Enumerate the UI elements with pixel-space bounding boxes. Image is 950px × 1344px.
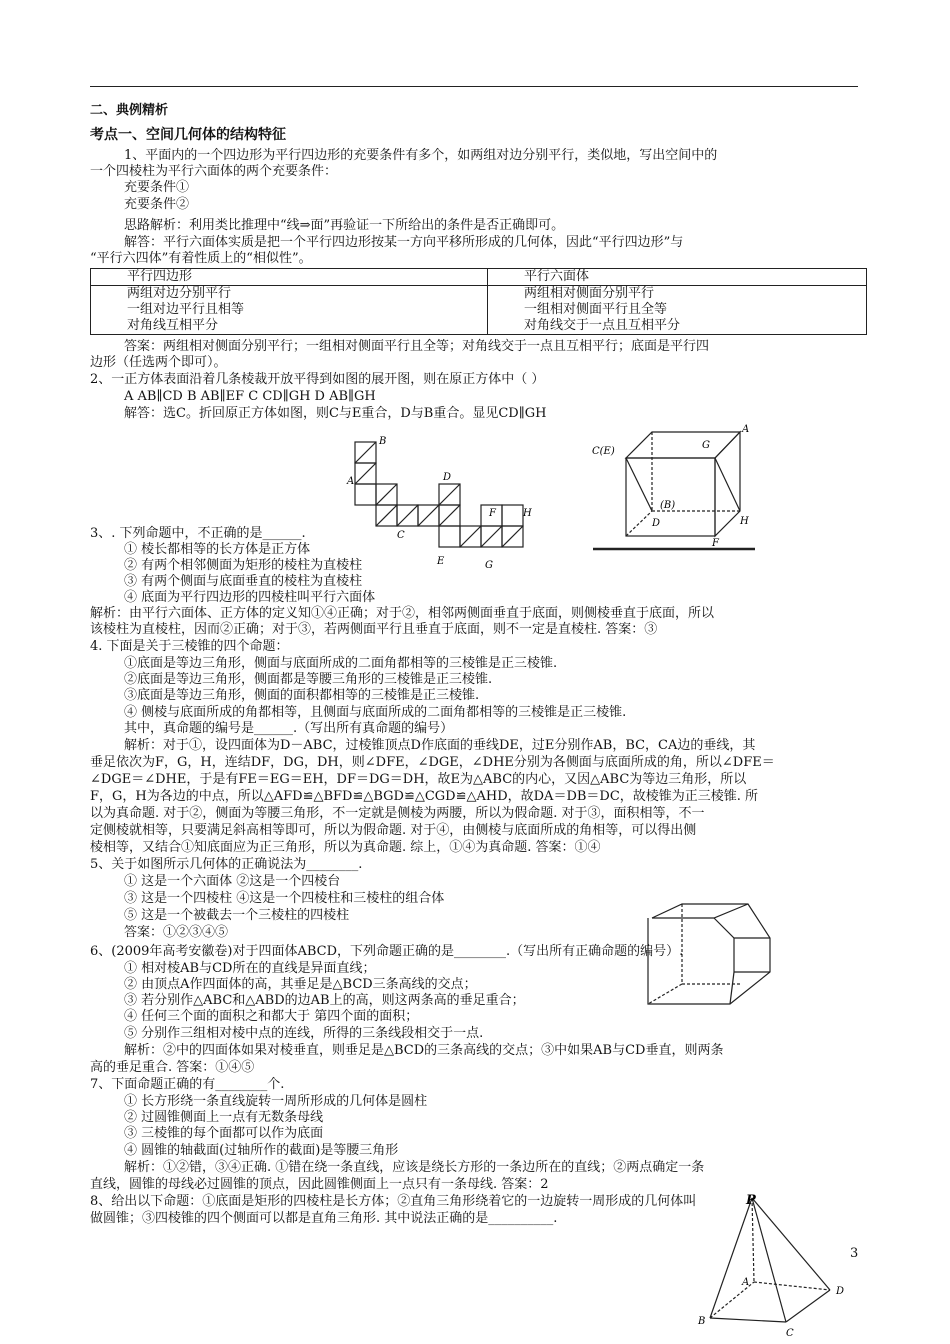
table-row: 两组对边分别平行	[127, 286, 232, 301]
q4-option-1: ①底面是等边三角形，侧面与底面所成的二面角都相等的三棱锥是正三棱锥.	[124, 656, 558, 671]
q1-answer-2: 边形（任选两个即可）。	[90, 355, 227, 370]
pyramid-label-a: A	[742, 1277, 750, 1288]
cube-net-figure	[345, 432, 545, 572]
table-cell-right	[488, 286, 867, 335]
q7-option-3: ③ 三棱锥的每个面都可以作为底面	[124, 1126, 324, 1141]
cube-label-h: H	[740, 516, 749, 527]
q3-analysis-1: 解析：由平行六面体、正方体的定义知①④正确；对于②，相邻两侧面垂直于底面，则侧棱垂直于底面，所以	[90, 606, 715, 621]
net-label-a: A	[347, 476, 355, 487]
q6-line-1: 6、(2009年高考安徽卷)对于四面体ABCD，下列命题正确的是________.（写出所有正确命题的编号）.	[90, 944, 684, 959]
q3-option-4: ④ 底面为平行四边形的四棱柱叫平行六面体	[124, 590, 376, 605]
q4-analysis-5: 以为真命题. 对于②，侧面为等腰三角形，不一定就是侧棱为两腰，所以为假命题. 对于③，面积相等，不一	[90, 806, 705, 821]
table-row: 对角线交于一点且互相平分	[524, 318, 681, 333]
q1-answer-1: 答案：两组相对侧面分别平行；一组相对侧面平行且全等；对角线交于一点且互相平行；底面是平行四	[124, 339, 710, 354]
q8-line-1: 8、给出以下命题：①底面是矩形的四棱柱是长方体；②直角三角形绕着它的一边旋转一周形成的几何体叫	[90, 1194, 697, 1209]
q4-prompt: 其中，真命题的编号是______.（写出所有真命题的编号）	[124, 721, 454, 736]
pyramid-label-b: B	[698, 1316, 706, 1327]
q6-option-5: ⑤ 分别作三组相对棱中点的连线，所得的三条线段相交于一点.	[124, 1026, 484, 1041]
q3-line-1: 3、. 下列命题中，不正确的是______.	[90, 526, 306, 541]
q7-analysis-1: 解析：①②错，③④正确. ①错在绕一条直线，应该是绕长方形的一条边所在的直线；②两点确定一条	[124, 1160, 705, 1175]
table-header-left: 平行四边形	[91, 269, 488, 286]
q4-analysis-6: 定侧棱就相等，只要满足斜高相等即可，所以为假命题. 对于④，由侧棱与底面所成的角相等，可以得出侧	[90, 823, 697, 838]
q1-condition-2: 充要条件②	[124, 197, 190, 212]
q5-option-1: ① 这是一个六面体 ②这是一个四棱台	[124, 874, 341, 889]
section-title: 二、典例精析	[90, 103, 169, 118]
q6-analysis-2: 高的垂足重合. 答案：①④⑤	[90, 1060, 255, 1075]
q4-analysis-7: 棱相等，又结合①知底面应为正三角形，所以为真命题. 综上，①④为真命题. 答案：①④	[90, 840, 601, 855]
q2-options: A AB∥CD B AB∥EF C CD∥GH D AB∥GH	[124, 389, 376, 404]
q7-option-1: ① 长方形绕一条直线旋转一周所形成的几何体是圆柱	[124, 1094, 428, 1109]
cube-label-b: (B)	[660, 500, 676, 511]
q7-line-1: 7、下面命题正确的有________个.	[90, 1077, 285, 1092]
pyramid-label-p: P	[746, 1193, 756, 1208]
q2-solution: 解答：选C。折回原正方体如图，则C与E重合，D与B重合。显见CD∥GH	[124, 406, 547, 421]
q6-option-3: ③ 若分别作△ABC和△ABD的边AB上的高，则这两条高的垂足重合；	[124, 993, 525, 1008]
cube-label-d: D	[652, 518, 661, 529]
q8-line-2: 做圆锥；③四棱锥的四个侧面可以都是直角三角形. 其中说法正确的是__________.	[90, 1211, 558, 1226]
q7-option-4: ④ 圆锥的轴截面(过轴所作的截面)是等腰三角形	[124, 1143, 399, 1158]
q1-line-1: 1、平面内的一个四边形为平行四边形的充要条件有多个，如两组对边分别平行，类似地，写出空间中的	[124, 148, 718, 163]
q3-option-3: ③ 有两个侧面与底面垂直的棱柱为直棱柱	[124, 574, 363, 589]
q4-analysis-4: F，G，H为各边的中点，所以△AFD≌△BFD≌△BGD≌△CGD≌△AHD，故DA＝DB＝DC，故棱锥为正三棱锥. 所	[90, 789, 759, 804]
cube-label-a: A	[742, 424, 750, 435]
q4-line-1: 4. 下面是关于三棱锥的四个命题：	[90, 639, 289, 654]
q1-solution-2: “平行六四体”有着性质上的“相似性”。	[90, 251, 312, 266]
net-label-g: G	[485, 560, 493, 571]
table-row: 两组相对侧面分别平行	[524, 286, 655, 301]
pyramid-label-c: C	[786, 1328, 794, 1339]
table-row: 一组相对侧面平行且全等	[524, 302, 668, 317]
page-number: 3	[850, 1246, 859, 1261]
header-rule	[90, 86, 858, 87]
q4-option-4: ④ 侧棱与底面所成的角都相等，且侧面与底面所成的二面角都相等的三棱锥是正三棱锥.	[124, 705, 627, 720]
cube-label-f: F	[712, 538, 719, 549]
net-label-d: D	[443, 472, 452, 483]
q6-option-4: ④ 任何三个面的面积之和都大于 第四个面的面积；	[124, 1009, 419, 1024]
comparison-table	[90, 268, 867, 335]
q3-analysis-2: 该棱柱为直棱柱，因而②正确；对于③，若两侧面平行且垂直于底面，则不一定是直棱柱. 答案：③	[90, 622, 658, 637]
cube-label-g: G	[702, 440, 710, 451]
q7-analysis-2: 直线，圆锥的母线必过圆锥的顶点，因此圆锥侧面上一点只有一条母线. 答案：2	[90, 1177, 549, 1192]
table-header-right: 平行六面体	[488, 269, 867, 286]
q6-option-1: ① 相对棱AB与CD所在的直线是异面直线；	[124, 961, 376, 976]
topic-title: 考点一、空间几何体的结构特征	[90, 127, 286, 143]
table-row: 一组对边平行且相等	[127, 302, 245, 317]
q4-option-2: ②底面是等边三角形，侧面都是等腰三角形的三棱锥是正三棱锥.	[124, 672, 493, 687]
q3-option-2: ② 有两个相邻侧面为矩形的棱柱为直棱柱	[124, 558, 363, 573]
q5-answer: 答案：①②③④⑤	[124, 925, 229, 940]
q4-analysis-1: 解析：对于①，设四面体为D－ABC，过棱锥顶点D作底面的垂线DE，过E分别作AB，BC，CA边的垂线，其	[124, 738, 756, 753]
q4-analysis-3: ∠DGE＝∠DHE，于是有FE＝EG＝EH，DF＝DG＝DH，故E为△ABC的内心，又因△ABC为等边三角形，所以	[90, 772, 747, 787]
table-cell-left	[91, 286, 488, 335]
net-label-e: E	[437, 556, 445, 567]
folded-cube-figure	[590, 418, 765, 554]
q4-analysis-2: 垂足依次为F，G，H，连结DF，DG，DH，则∠DFE，∠DGE，∠DHE分别为各侧面与底面所成的角，所以∠DFE＝	[90, 755, 775, 770]
net-label-b: B	[379, 436, 387, 447]
q5-option-2: ③ 这是一个四棱柱 ④这是一个四棱柱和三棱柱的组合体	[124, 891, 445, 906]
q5-option-3: ⑤ 这是一个被截去一个三棱柱的四棱柱	[124, 908, 350, 923]
q3-option-1: ① 棱长都相等的长方体是正方体	[124, 542, 311, 557]
q2-line-1: 2、一正方体表面沿着几条棱裁开放平得到如图的展开图，则在原正方体中（ ）	[90, 372, 545, 387]
cube-label-ce: C(E)	[592, 446, 615, 457]
net-label-f: F	[489, 508, 496, 519]
net-label-h: H	[523, 508, 532, 519]
table-row: 对角线互相平分	[127, 318, 219, 333]
q1-condition-1: 充要条件①	[124, 180, 190, 195]
q7-option-2: ② 过圆锥侧面上一点有无数条母线	[124, 1110, 324, 1125]
q1-hint: 思路解析：利用类比推理中“线⇒面”再验证一下所给出的条件是否正确即可。	[124, 218, 565, 233]
q5-line-1: 5、关于如图所示几何体的正确说法为________.	[90, 857, 363, 872]
pyramid-label-d: D	[836, 1286, 845, 1297]
q4-option-3: ③底面是等边三角形，侧面的面积都相等的三棱锥是正三棱锥.	[124, 688, 480, 703]
q1-solution-1: 解答：平行六面体实质是把一个平行四边形按某一方向平移所形成的几何体，因此“平行四边形”与	[124, 235, 684, 250]
net-label-c: C	[397, 530, 405, 541]
pyramid-figure	[690, 1190, 860, 1340]
q6-analysis-1: 解析：②中的四面体如果对棱垂直，则垂足是△BCD的三条高线的交点；③中如果AB与CD垂直，则两条	[124, 1043, 724, 1058]
q6-option-2: ② 由顶点A作四面体的高，其垂足是△BCD三条高线的交点；	[124, 977, 477, 992]
q1-line-2: 一个四棱柱为平行六面体的两个充要条件：	[90, 164, 338, 179]
